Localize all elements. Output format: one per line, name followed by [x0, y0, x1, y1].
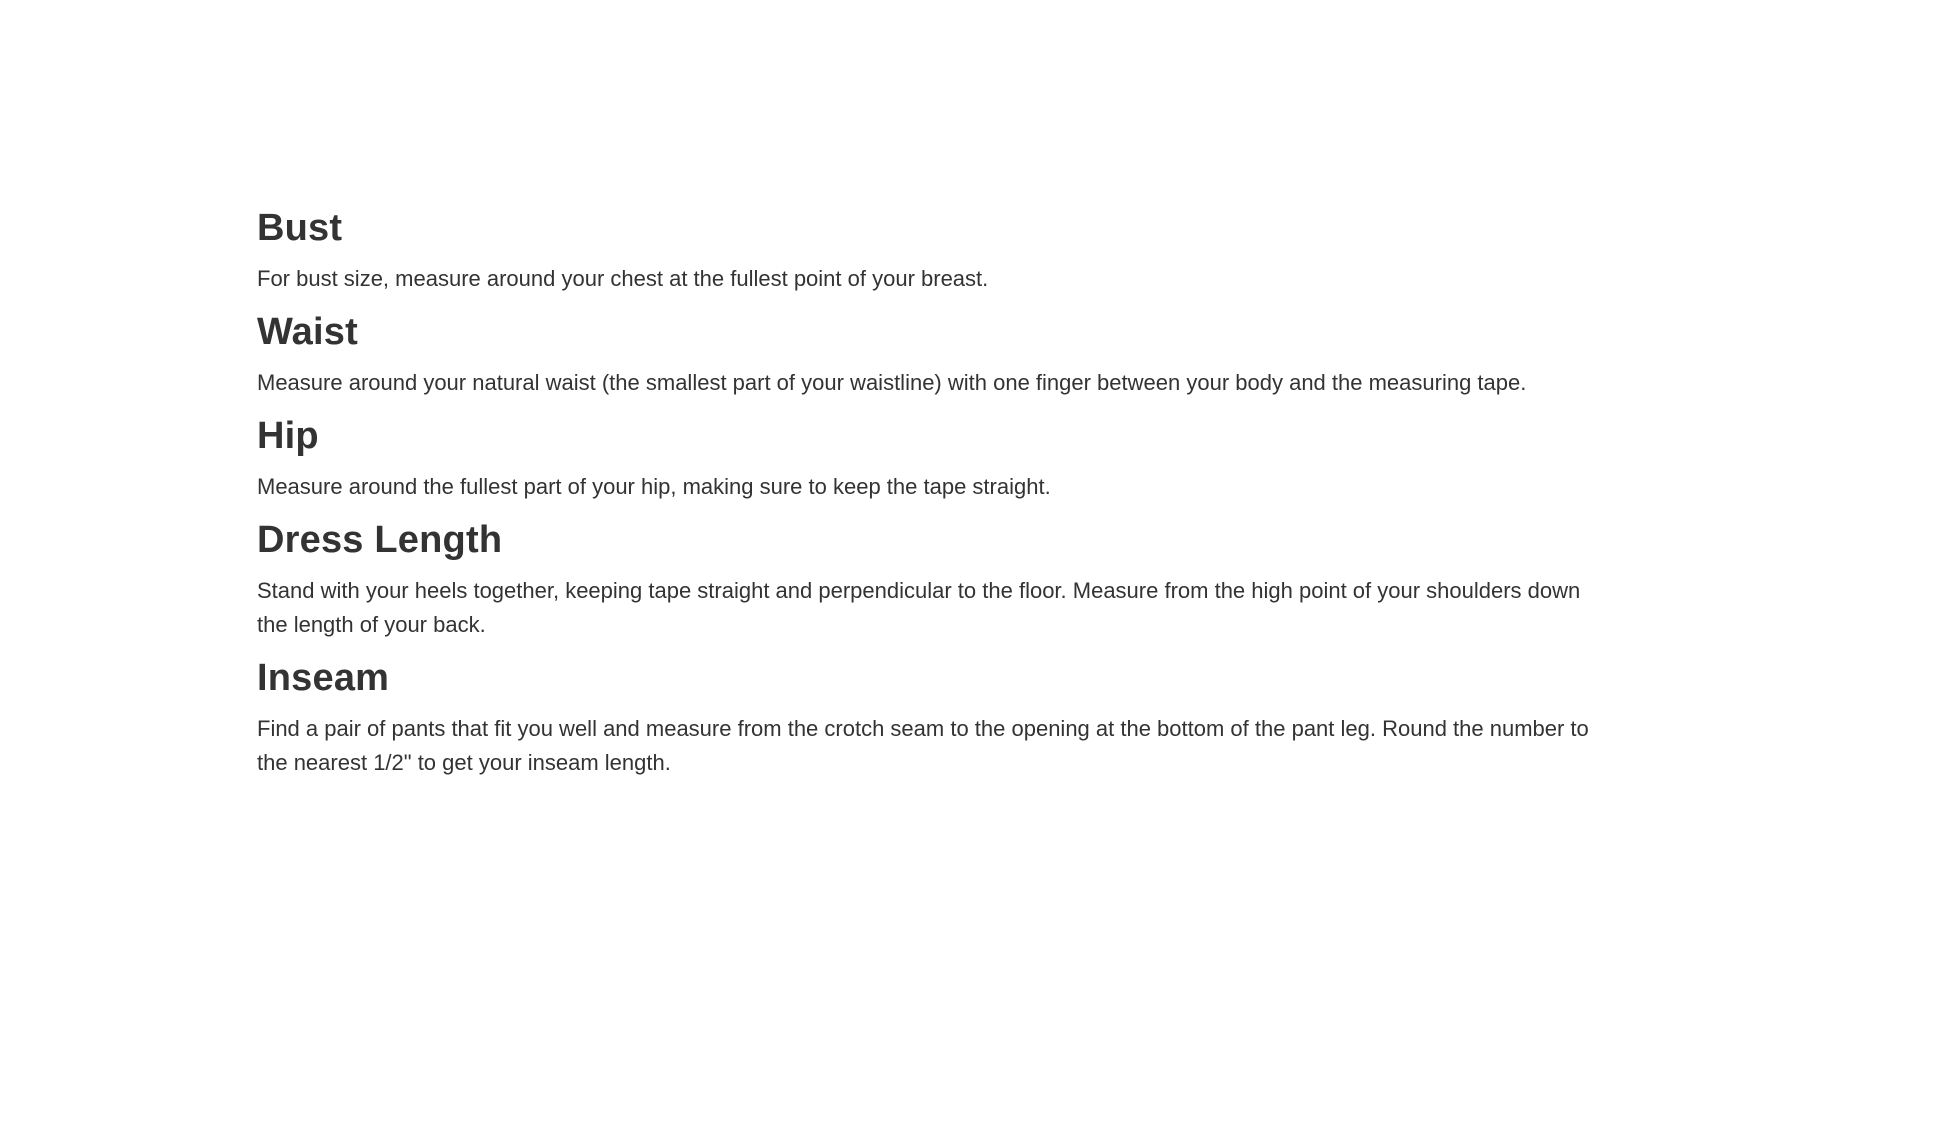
- section-heading: Waist: [257, 311, 358, 353]
- section-text: Find a pair of pants that fit you well and measure from the crotch seam to the opening at the bottom of the pant leg. Round the number to the nearest 1/2" to get your inseam length.: [257, 716, 1589, 775]
- section-dress-length: [257, 516, 1597, 642]
- section-text: Measure around the fullest part of your hip, making sure to keep the tape straight.: [257, 474, 1051, 499]
- section-heading: Inseam: [257, 657, 390, 699]
- section-text: For bust size, measure around your chest at the fullest point of your breast.: [257, 266, 989, 291]
- section-text: Stand with your heels together, keeping tape straight and perpendicular to the floor. Measure from the high point of your shoulders down the length of your back.: [257, 578, 1581, 637]
- size-guide-content: [257, 204, 1597, 792]
- section-heading: Bust: [257, 207, 343, 249]
- section-heading: Dress Length: [257, 519, 503, 561]
- section-bust: [257, 204, 1597, 296]
- section-heading: Hip: [257, 415, 319, 457]
- section-hip: [257, 412, 1597, 504]
- section-text: Measure around your natural waist (the smallest part of your waistline) with one finger between your body and the measuring tape.: [257, 370, 1527, 395]
- section-waist: [257, 308, 1597, 400]
- section-inseam: [257, 654, 1597, 780]
